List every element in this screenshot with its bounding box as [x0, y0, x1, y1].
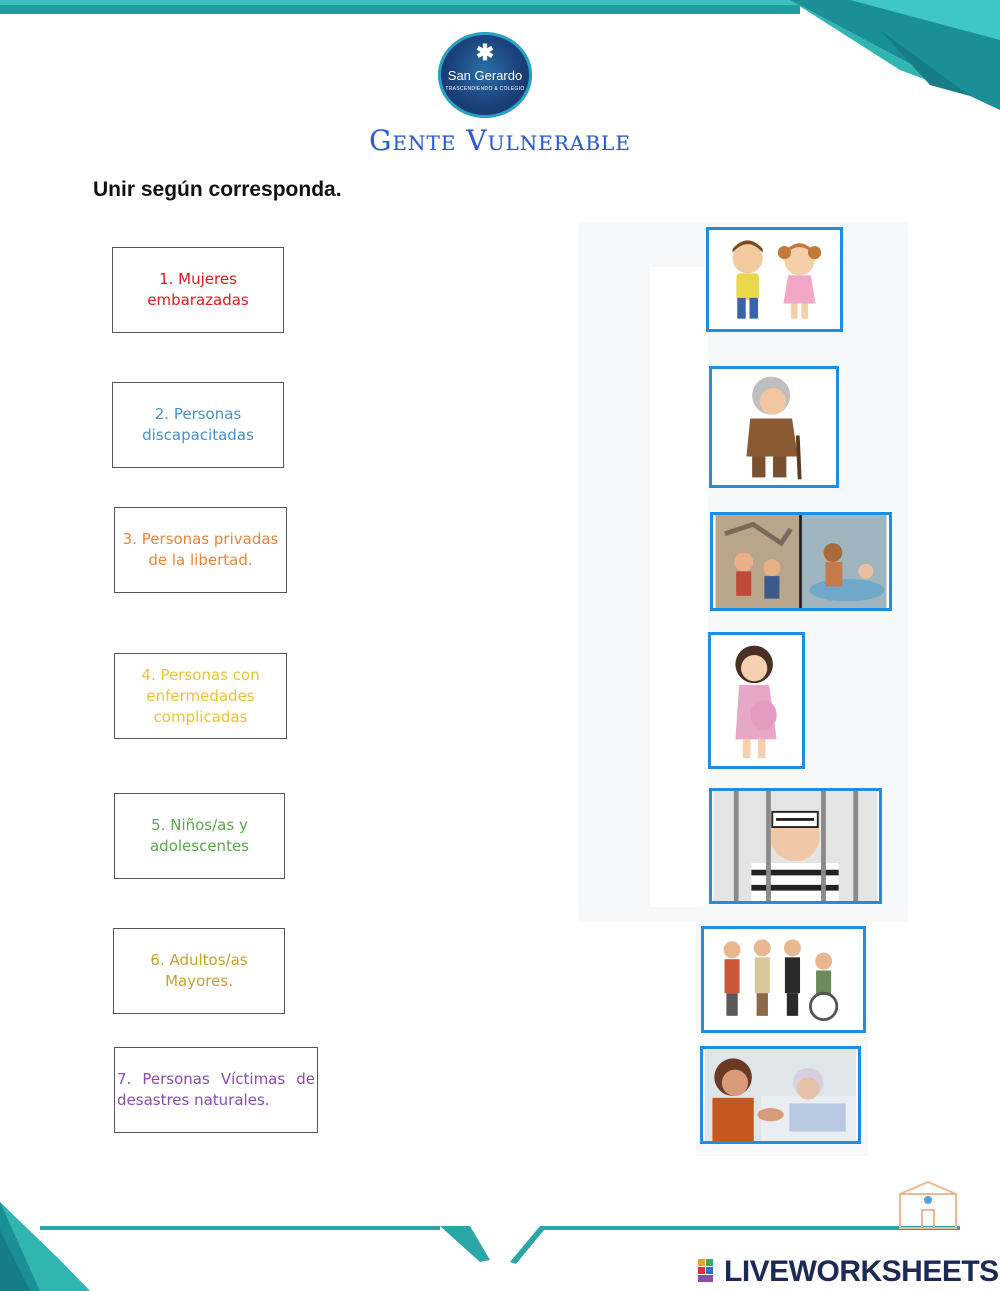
picture-disaster[interactable]: [710, 512, 892, 611]
label-text-1: 1. Mujeres embarazadas: [147, 270, 249, 309]
label-text-7: 7. Personas Víctimas de desastres naturales.: [117, 1070, 315, 1109]
picture-disabled-people[interactable]: [701, 926, 866, 1033]
natural-disaster-icon: [713, 515, 889, 608]
picture-sick-patient[interactable]: [700, 1046, 861, 1144]
label-text-4: 4. Personas con enfermedades complicadas: [141, 665, 260, 726]
label-text-2: 2. Personas discapacitadas: [142, 405, 254, 444]
label-box-5[interactable]: [114, 793, 285, 879]
star-icon: ✱: [475, 40, 495, 65]
prisoner-icon: [712, 791, 879, 901]
label-text-3: 3. Personas privadas de la libertad.: [122, 530, 279, 569]
elderly-man-icon: [712, 369, 836, 485]
label-box-6[interactable]: [113, 928, 285, 1014]
liveworksheets-logo-icon: [698, 1259, 722, 1283]
label-box-1[interactable]: [112, 247, 284, 333]
label-box-2[interactable]: [112, 382, 284, 468]
sick-patient-icon: [703, 1049, 858, 1141]
label-text-6: 6. Adultos/as Mayores.: [150, 951, 248, 990]
label-box-3[interactable]: [114, 507, 287, 593]
picture-elderly[interactable]: [709, 366, 839, 488]
instruction: Unir según corresponda.: [93, 178, 342, 201]
label-box-7[interactable]: [114, 1047, 318, 1133]
school-logo: [438, 32, 532, 118]
picture-prisoner[interactable]: [709, 788, 882, 904]
logo-subtitle: TRASCENDIENDO & COLEGIO: [445, 86, 525, 92]
school-building-icon: [896, 1180, 960, 1230]
footer-brand[interactable]: LIVEWORKSHEETS: [724, 1255, 999, 1288]
picture-children[interactable]: [706, 227, 843, 332]
children-icon: [709, 230, 840, 329]
disabled-people-icon: [704, 929, 863, 1030]
picture-pregnant-woman[interactable]: [708, 632, 805, 769]
page-title: Gente Vulnerable: [369, 124, 631, 157]
logo-name: San Gerardo: [447, 68, 523, 83]
pregnant-woman-icon: [711, 635, 802, 766]
label-text-5: 5. Niños/as y adolescentes: [149, 816, 249, 855]
label-box-4[interactable]: [114, 653, 287, 739]
